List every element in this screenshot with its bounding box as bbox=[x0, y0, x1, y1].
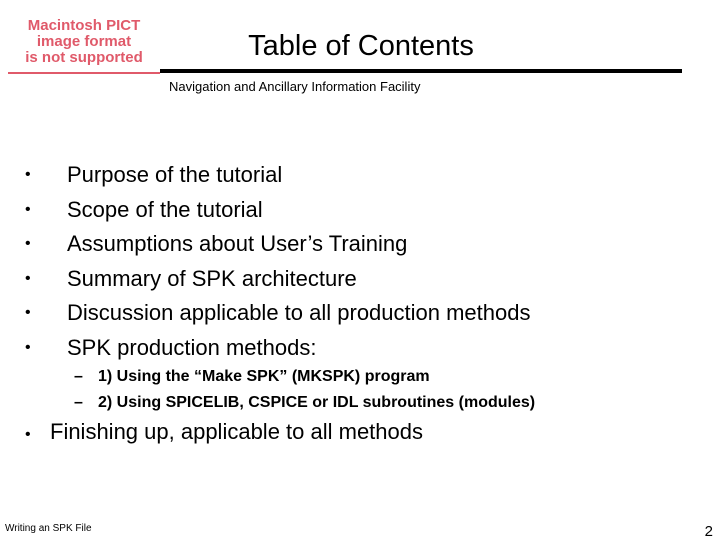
page-number: 2 bbox=[704, 523, 713, 540]
bullet-icon: • bbox=[25, 166, 31, 183]
title-divider bbox=[160, 69, 682, 73]
bullet-icon: • bbox=[25, 269, 31, 287]
bullet-icon: • bbox=[25, 338, 31, 356]
contents-item-label: SPK production methods: bbox=[67, 334, 317, 360]
page-title: Table of Contents bbox=[248, 30, 474, 62]
dash-icon: – bbox=[74, 368, 83, 385]
placeholder-underline bbox=[8, 72, 160, 74]
sublist-item-subroutines bbox=[74, 390, 535, 416]
bullet-icon: • bbox=[25, 426, 31, 443]
sublist-item-mkspk bbox=[74, 364, 535, 390]
contents-item-purpose bbox=[25, 158, 530, 193]
contents-item-label: Discussion applicable to all production methods bbox=[67, 300, 531, 325]
unsupported-image-placeholder bbox=[8, 18, 160, 74]
bullet-icon: • bbox=[25, 304, 31, 321]
contents-item-architecture bbox=[25, 262, 530, 297]
production-methods-sublist bbox=[74, 364, 535, 416]
sublist-item-label: 1) Using the “Make SPK” (MKSPK) program bbox=[98, 368, 430, 385]
contents-item-label: Scope of the tutorial bbox=[67, 196, 263, 222]
footer-document-title: Writing an SPK File bbox=[5, 523, 92, 534]
placeholder-line-3: is not supported bbox=[25, 49, 143, 66]
contents-item-production-methods bbox=[25, 331, 530, 366]
contents-list bbox=[25, 158, 530, 365]
bullet-icon: • bbox=[25, 200, 31, 218]
contents-item-label: Summary of SPK architecture bbox=[67, 265, 357, 291]
bullet-icon: • bbox=[25, 235, 31, 252]
contents-item-scope bbox=[25, 193, 530, 228]
contents-item-label: Finishing up, applicable to all methods bbox=[50, 419, 424, 444]
page-subtitle: Navigation and Ancillary Information Facility bbox=[169, 79, 421, 94]
contents-item-finishing-up bbox=[25, 415, 423, 452]
placeholder-line-1: Macintosh PICT bbox=[27, 17, 141, 34]
placeholder-line-2: image format bbox=[36, 33, 132, 50]
contents-item-label: Purpose of the tutorial bbox=[67, 162, 283, 187]
dash-icon: – bbox=[74, 394, 83, 411]
sublist-item-label: 2) Using SPICELIB, CSPICE or IDL subroutines (modules) bbox=[98, 394, 536, 411]
contents-item-label: Assumptions about User’s Training bbox=[67, 231, 408, 256]
contents-item-assumptions bbox=[25, 227, 530, 262]
contents-item-discussion bbox=[25, 296, 530, 331]
